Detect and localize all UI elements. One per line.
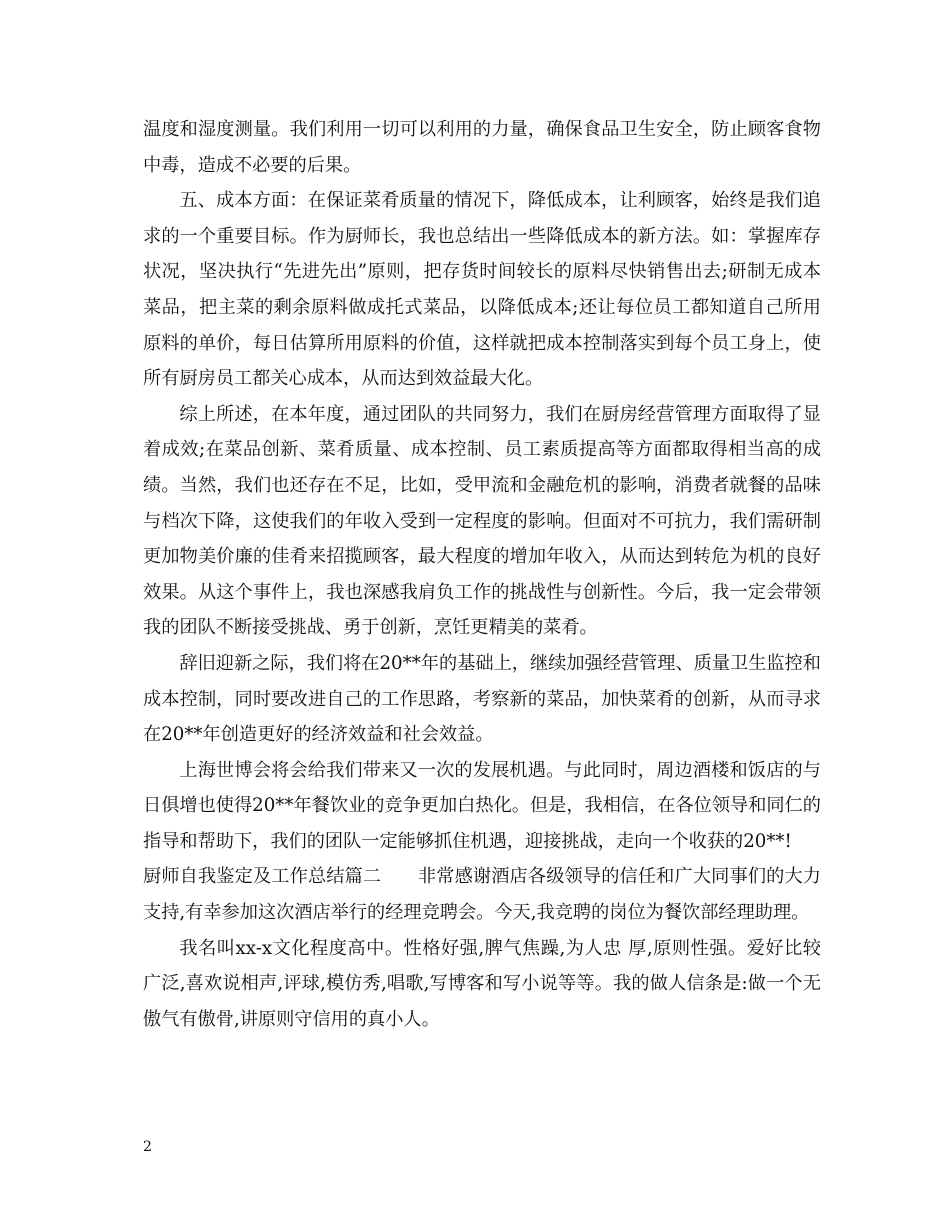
paragraph-2: 五、成本方面：在保证菜肴质量的情况下，降低成本，让利顾客，始终是我们追求的一个重要目标。作为厨师长，我也总结出一些降低成本的新方法。如：掌握库存状况，坚决执行“先进先出”原则，把存货时间较长的原料尽快销售出去;研制无成本菜品，把主菜的剩余原料做成托式菜品，以降低成本;还让每位员工都知道自己所用原料的单价，每日估算所用原料的价值，这样就把成本控制落实到每个员工身上，使所有厨房员工都关心成本，从而达到效益最大化。 xyxy=(143,190,821,390)
paragraph-1: 温度和湿度测量。我们利用一切可以利用的力量，确保食品卫生安全，防止顾客食物中毒，造成不必要的后果。 xyxy=(143,119,821,176)
page-number: 2 xyxy=(143,1139,152,1155)
paragraph-7: 我名叫xx-x文化程度高中。性格好强,脾气焦躁,为人忠 厚,原则性强。爱好比较广泛,喜欢说相声,评球,模仿秀,唱歌,写博客和写小说等等。我的做人信条是:做一个无傲气有傲骨,讲原则守信用的真小人。 xyxy=(143,937,821,1030)
paragraph-5: 上海世博会将会给我们带来又一次的发展机遇。与此同时，周边酒楼和饭店的与日俱增也使得20**年餐饮业的竞争更加白热化。但是，我相信，在各位领导和同仁的指导和帮助下，我们的团队一定能够抓住机遇，迎接挑战，走向一个收获的20**! xyxy=(143,759,821,852)
document-body xyxy=(143,112,821,1037)
paragraph-6: 厨师自我鉴定及工作总结篇二 非常感谢酒店各级领导的信任和广大同事们的大力支持,有幸参加这次酒店举行的经理竞聘会。今天,我竞聘的岗位为餐饮部经理助理。 xyxy=(143,866,821,924)
paragraph-4: 辞旧迎新之际，我们将在20**年的基础上，继续加强经营管理、质量卫生监控和成本控制，同时要改进自己的工作思路，考察新的菜品，加快菜肴的创新，从而寻求在20**年创造更好的经济效益和社会效益。 xyxy=(143,652,821,746)
paragraph-3: 综上所述，在本年度，通过团队的共同努力，我们在厨房经营管理方面取得了显着成效;在菜品创新、菜肴质量、成本控制、员工素质提高等方面都取得相当高的成绩。当然，我们也还存在不足，比如，受甲流和金融危机的影响，消费者就餐的品味与档次下降，这使我们的年收入受到一定程度的影响。但面对不可抗力，我们需研制更加物美价廉的佳肴来招揽顾客，最大程度的增加年收入，从而达到转危为机的良好效果。从这个事件上，我也深感我肩负工作的挑战性与创新性。今后，我一定会带领我的团队不断接受挑战、勇于创新，烹饪更精美的菜肴。 xyxy=(143,403,821,639)
